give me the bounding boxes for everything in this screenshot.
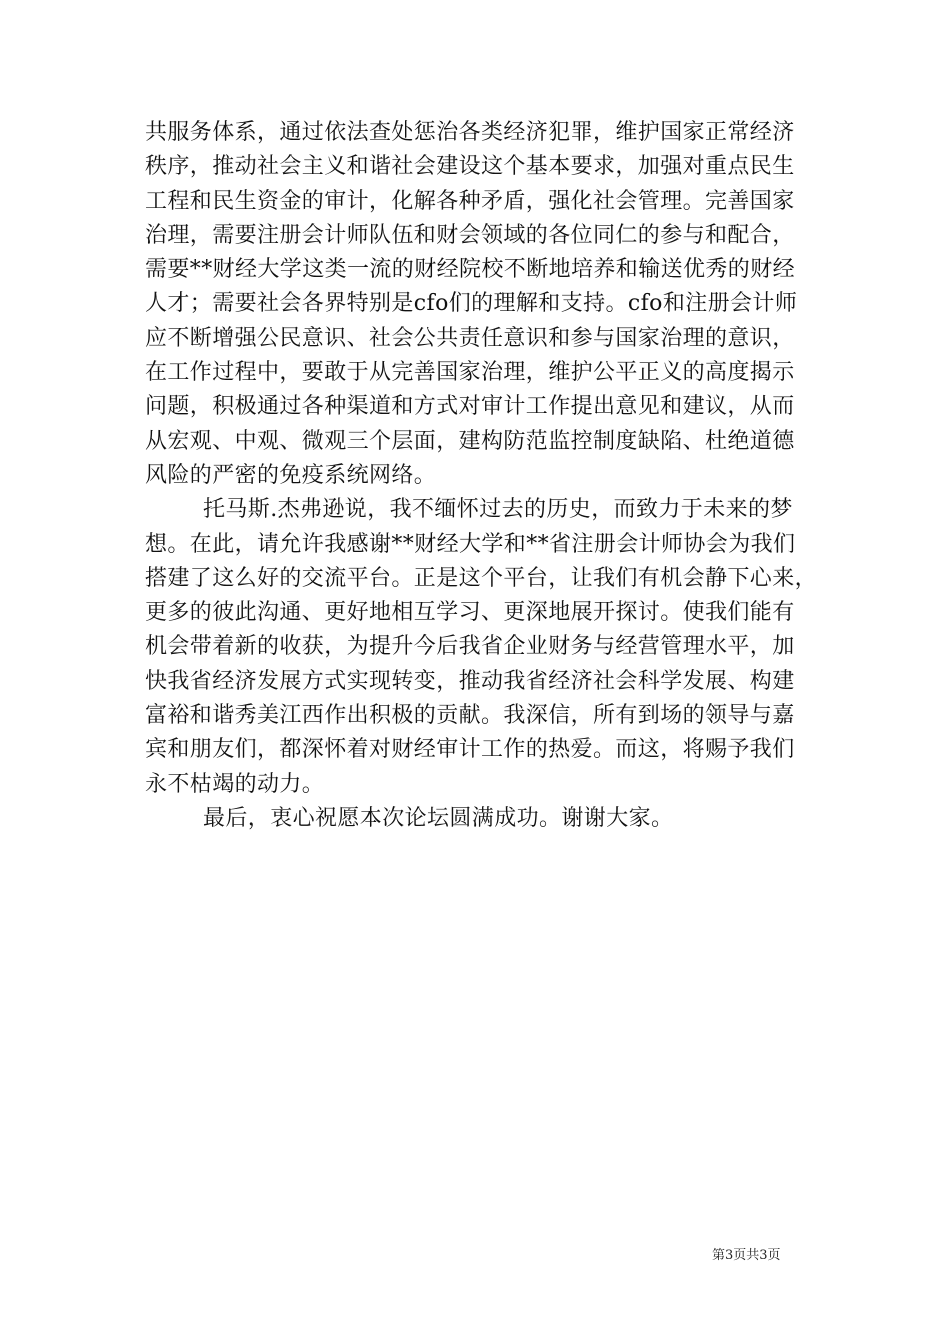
paragraph-line: 托马斯.杰弗逊说，我不缅怀过去的历史，而致力于未来的梦 — [203, 497, 793, 523]
paragraph-line: 最后，衷心祝愿本次论坛圆满成功。谢谢大家。 — [203, 805, 674, 831]
paragraph-line: 应不断增强公民意识、社会公共责任意识和参与国家治理的意识， — [145, 325, 795, 351]
paragraph-2 — [145, 493, 818, 802]
paragraph-line: 想。在此，请允许我感谢**财经大学和**省注册会计师协会为我们 — [145, 531, 796, 557]
paragraph-line: 更多的彼此沟通、更好地相互学习、更深地展开探讨。使我们能有 — [145, 600, 795, 626]
paragraph-line: 秩序，推动社会主义和谐社会建设这个基本要求，加强对重点民生 — [145, 154, 795, 180]
paragraph-line: 需要**财经大学这类一流的财经院校不断地培养和输送优秀的财经 — [145, 257, 796, 283]
paragraph-line: 机会带着新的收获，为提升今后我省企业财务与经营管理水平，加 — [145, 634, 795, 660]
paragraph-line: 富裕和谐秀美江西作出积极的贡献。我深信，所有到场的领导与嘉 — [145, 703, 795, 729]
paragraph-line: 共服务体系，通过依法查处惩治各类经济犯罪，维护国家正常经济 — [145, 120, 795, 145]
page-number-footer: 第3页共3页 — [712, 1248, 781, 1263]
paragraph-line: 永不枯竭的动力。 — [145, 771, 325, 797]
paragraph-line: 问题，积极通过各种渠道和方式对审计工作提出意见和建议，从而 — [145, 394, 795, 420]
paragraph-line: 从宏观、中观、微观三个层面，建构防范监控制度缺陷、杜绝道德 — [145, 428, 795, 454]
document-body — [145, 116, 818, 836]
paragraph-line: 在工作过程中，要敢于从完善国家治理，维护公平正义的高度揭示 — [145, 360, 795, 386]
paragraph-line: 人才；需要社会各界特别是cfo们的理解和支持。cfo和注册会计师 — [145, 291, 798, 317]
paragraph-line: 风险的严密的免疫系统网络。 — [145, 462, 437, 488]
paragraph-line: 宾和朋友们，都深怀着对财经审计工作的热爱。而这，将赐予我们 — [145, 737, 795, 763]
paragraph-3 — [145, 802, 810, 836]
paragraph-line: 治理，需要注册会计师队伍和财会领域的各位同仁的参与和配合， — [145, 222, 795, 248]
paragraph-1 — [145, 116, 810, 493]
paragraph-line: 搭建了这么好的交流平台。正是这个平台，让我们有机会静下心来， — [145, 565, 818, 591]
paragraph-line: 工程和民生资金的审计，化解各种矛盾，强化社会管理。完善国家 — [145, 188, 795, 214]
paragraph-line: 快我省经济发展方式实现转变，推动我省经济社会科学发展、构建 — [145, 668, 795, 694]
